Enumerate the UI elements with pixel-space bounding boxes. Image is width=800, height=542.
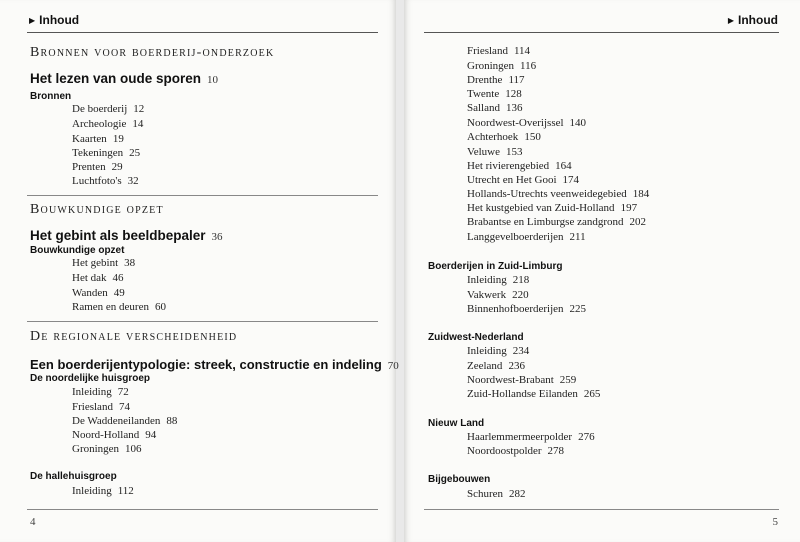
toc-entry[interactable]: Veluwe 153 (467, 146, 523, 158)
subsection-title: De hallehuisgroep (30, 471, 117, 482)
header-rule (27, 32, 378, 33)
header-rule (424, 32, 779, 33)
toc-entry[interactable]: Luchtfoto's 32 (72, 175, 139, 187)
toc-entry[interactable]: Ramen en deuren 60 (72, 301, 166, 313)
toc-entry[interactable]: Langgevelboerderijen 211 (467, 231, 586, 243)
subsection-title: Bronnen (30, 91, 72, 102)
footer-rule (424, 509, 779, 510)
left-page (0, 0, 399, 542)
subsection-title: Boerderijen in Zuid-Limburg (428, 261, 563, 272)
chapter-entry[interactable]: Het lezen van oude sporen 10 (30, 71, 219, 86)
toc-entry[interactable]: Friesland 74 (72, 401, 130, 413)
toc-entry[interactable]: De Waddeneilanden 88 (72, 415, 178, 427)
right-page (404, 0, 800, 542)
toc-entry[interactable]: Salland 136 (467, 102, 523, 114)
toc-entry[interactable]: Haarlemmermeerpolder 276 (467, 431, 595, 443)
toc-entry[interactable]: Groningen 106 (72, 443, 142, 455)
toc-entry[interactable]: Zuid-Hollandse Eilanden 265 (467, 388, 601, 400)
chapter-entry[interactable]: Het gebint als beeldbepaler 36 (30, 228, 223, 243)
toc-entry[interactable]: Inleiding 72 (72, 386, 129, 398)
toc-entry[interactable]: Brabantse en Limburgse zandgrond 202 (467, 216, 647, 228)
toc-entry[interactable]: De boerderij 12 (72, 103, 145, 115)
toc-entry[interactable]: Groningen 116 (467, 60, 537, 72)
toc-entry[interactable]: Noord-Holland 94 (72, 429, 157, 441)
section-title: Bouwkundige opzet (30, 202, 164, 217)
toc-entry[interactable]: Schuren 282 (467, 488, 526, 500)
toc-entry[interactable]: Tekeningen 25 (72, 147, 141, 159)
section-title: Bronnen voor boerderij-onderzoek (30, 45, 275, 60)
toc-entry[interactable]: Noordwest-Overijssel 140 (467, 117, 587, 129)
toc-entry[interactable]: Prenten 29 (72, 161, 123, 173)
toc-entry[interactable]: Inleiding 218 (467, 274, 530, 286)
header-inhoud-right[interactable]: ▶ Inhoud (727, 13, 778, 27)
toc-entry[interactable]: Binnenhofboerderijen 225 (467, 303, 587, 315)
section-title: De regionale verscheidenheid (30, 329, 238, 344)
toc-entry[interactable]: Het rivierengebied 164 (467, 160, 572, 172)
page-number: 5 (772, 516, 778, 528)
toc-entry[interactable]: Het gebint 38 (72, 257, 136, 269)
toc-entry[interactable]: Inleiding 112 (72, 485, 134, 497)
triangle-right-icon: ▶ (727, 16, 735, 25)
toc-entry[interactable]: Archeologie 14 (72, 118, 144, 130)
section-divider (27, 195, 378, 196)
subsection-title: Bouwkundige opzet (30, 245, 125, 256)
header-inhoud-left[interactable]: ▶ Inhoud (29, 13, 80, 27)
toc-entry[interactable]: Inleiding 234 (467, 345, 530, 357)
toc-entry[interactable]: Noordwest-Brabant 259 (467, 374, 577, 386)
toc-entry[interactable]: Noordoostpolder 278 (467, 445, 565, 457)
subsection-title: Bijgebouwen (428, 474, 491, 485)
toc-entry[interactable]: Het kustgebied van Zuid-Holland 197 (467, 202, 638, 214)
toc-entry[interactable]: Hollands-Utrechts veenweidegebied 184 (467, 188, 650, 200)
toc-entry[interactable]: Twente 128 (467, 88, 522, 100)
toc-entry[interactable]: Kaarten 19 (72, 133, 124, 145)
section-divider (27, 321, 378, 322)
chapter-entry[interactable]: Een boerderijentypologie: streek, constructie en indeling 70 (30, 357, 399, 372)
toc-entry[interactable]: Vakwerk 220 (467, 289, 529, 301)
subsection-title: Zuidwest-Nederland (428, 332, 524, 343)
page-number: 4 (30, 516, 36, 528)
toc-entry[interactable]: Het dak 46 (72, 272, 124, 284)
toc-entry[interactable]: Wanden 49 (72, 287, 125, 299)
toc-entry[interactable]: Utrecht en Het Gooi 174 (467, 174, 579, 186)
toc-entry[interactable]: Zeeland 236 (467, 360, 525, 372)
triangle-right-icon: ▶ (29, 16, 36, 25)
toc-entry[interactable]: Achterhoek 150 (467, 131, 541, 143)
footer-rule (27, 509, 378, 510)
toc-entry[interactable]: Drenthe 117 (467, 74, 525, 86)
subsection-title: Nieuw Land (428, 418, 485, 429)
toc-entry[interactable]: Friesland 114 (467, 45, 531, 57)
subsection-title: De noordelijke huisgroep (30, 373, 151, 384)
